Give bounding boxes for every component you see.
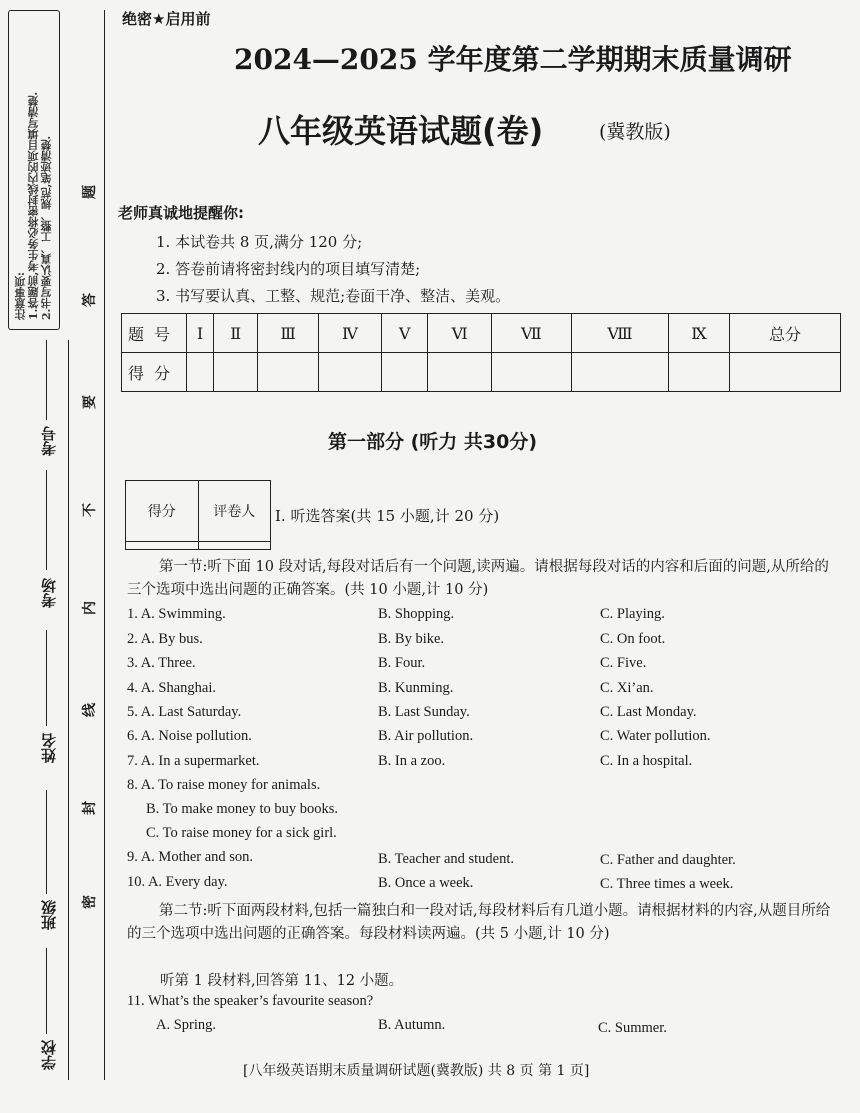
notice-text (14, 20, 53, 320)
q1-option-a: 1. A. Swimming. (127, 606, 226, 622)
q5-option-b: B. Last Sunday. (378, 704, 470, 720)
col-total: 总分 (730, 314, 841, 353)
reminder-heading: 老师真诚地提醒你: (118, 204, 244, 222)
col-1: Ⅰ (187, 314, 214, 353)
q10-option-b: B. Once a week. (378, 875, 474, 891)
q7-option-b: B. In a zoo. (378, 753, 446, 769)
q6-option-c: C. Water pollution. (600, 728, 711, 744)
q10-option-c: C. Three times a week. (600, 876, 734, 892)
grader-label: 评卷人 (198, 481, 271, 542)
q2-option-c: C. On foot. (600, 631, 666, 647)
field-school: 学校 (40, 1040, 58, 1070)
q4-option-b: B. Kunming. (378, 680, 454, 696)
q9-option-a: 9. A. Mother and son. (127, 849, 254, 865)
field-line-exam-number[interactable] (46, 340, 47, 420)
q3-option-c: C. Five. (600, 655, 647, 671)
seal-char-5: 内 (82, 601, 98, 615)
col-5: Ⅴ (381, 314, 428, 353)
col-8: Ⅷ (571, 314, 668, 353)
section1-intro: 第一节:听下面 10 段对话,每段对话后有一个问题,读两遍。请根据每段对话的内容和后面的问题,从所给的三个选项中选出问题的正确答案。(共 10 小题,计 10 分) (127, 559, 829, 598)
q11-option-b: B. Autumn. (378, 1017, 446, 1033)
grader-score-cell[interactable] (126, 542, 199, 550)
q11-option-c: C. Summer. (598, 1020, 667, 1036)
score-cell-total[interactable] (730, 353, 841, 392)
seal-char-7: 封 (82, 801, 98, 815)
material1-instruction: 听第 1 段材料,回答第 11、12 小题。 (160, 973, 404, 989)
field-exam-number: 考号 (40, 426, 58, 456)
part1-title: 第一部分 (听力 共30分) (328, 431, 538, 453)
q3-option-a: 3. A. Three. (127, 655, 196, 671)
score-table-header-row (122, 314, 841, 353)
page-footer: [八年级英语期末质量调研试题(冀教版) 共 8 页 第 1 页] (243, 1063, 590, 1079)
q5-option-c: C. Last Monday. (600, 704, 697, 720)
q7-option-a: 7. A. In a supermarket. (127, 753, 260, 769)
reminder-note-1: 1. 本试卷共 8 页,满分 120 分; (156, 233, 363, 251)
notice-title: 注意事项: (14, 271, 27, 320)
q2-option-a: 2. A. By bus. (127, 631, 203, 647)
q11-option-a: A. Spring. (156, 1017, 217, 1033)
q11-question: 11. What’s the speaker’s favourite season? (127, 993, 374, 1009)
field-line-school[interactable] (46, 948, 47, 1034)
secret-mark: 绝密★启用前 (122, 10, 211, 28)
score-cell[interactable] (381, 353, 428, 392)
field-line-exam-room[interactable] (46, 470, 47, 570)
col-3: Ⅲ (258, 314, 319, 353)
seal-char-2: 答 (82, 293, 98, 307)
edition-label: (冀教版) (599, 121, 671, 143)
score-cell[interactable] (187, 353, 214, 392)
section1-title: Ⅰ. 听选答案(共 15 小题,计 20 分) (275, 507, 500, 525)
score-table-score-row (122, 353, 841, 392)
grader-score-label: 得分 (126, 481, 199, 542)
field-name: 姓名 (40, 733, 58, 763)
col-4: Ⅳ (319, 314, 382, 353)
exam-title: 2024—2025 学年度第二学期期末质量调研 (234, 43, 792, 76)
score-cell[interactable] (428, 353, 491, 392)
seal-char-3: 要 (82, 395, 98, 409)
q6-option-a: 6. A. Noise pollution. (127, 728, 252, 744)
seal-char-6: 线 (82, 703, 98, 717)
col-2: Ⅱ (214, 314, 258, 353)
score-cell[interactable] (491, 353, 571, 392)
score-cell[interactable] (669, 353, 730, 392)
q4-option-a: 4. A. Shanghai. (127, 680, 217, 696)
col-9: Ⅸ (669, 314, 730, 353)
reminder-note-2: 2. 答卷前请将密封线内的项目填写清楚; (156, 260, 421, 278)
field-class: 班级 (40, 900, 58, 930)
col-7: Ⅶ (491, 314, 571, 353)
notice-line-1: 1.答题前,考生务必将密封线内的项目填写清楚. (27, 91, 40, 320)
score-cell[interactable] (571, 353, 668, 392)
reminder-note-3: 3. 书写要认真、工整、规范;卷面干净、整洁、美观。 (156, 287, 511, 305)
seal-char-4: 不 (82, 503, 98, 517)
score-cell[interactable] (214, 353, 258, 392)
q4-option-c: C. Xi’an. (600, 680, 654, 696)
seal-line-inner (104, 10, 105, 1080)
exam-subtitle: 八年级英语试题(卷) (258, 112, 544, 150)
grader-name-cell[interactable] (198, 542, 271, 550)
seal-line-outer (68, 340, 69, 1080)
q9-option-c: C. Father and daughter. (600, 852, 736, 868)
q1-option-c: C. Playing. (600, 606, 665, 622)
notice-line-2: 2.书写要认真、工整、规范,笔迹清楚. (40, 135, 53, 320)
score-cell[interactable] (319, 353, 382, 392)
field-line-name[interactable] (46, 630, 47, 726)
q3-option-b: B. Four. (378, 655, 426, 671)
q6-option-b: B. Air pollution. (378, 728, 474, 744)
col-6: Ⅵ (428, 314, 491, 353)
seal-char-1: 题 (82, 185, 98, 199)
seal-char-8: 密 (82, 895, 98, 909)
q1-option-b: B. Shopping. (378, 606, 455, 622)
field-line-class[interactable] (46, 790, 47, 894)
q8-option-b: B. To make money to buy books. (146, 801, 339, 817)
section1-part2-intro: 第二节:听下面两段材料,包括一篇独白和一段对话,每段材料后有几道小题。请根据材料的内容,从题目所给的三个选项中选出问题的正确答案。每段材料读两遍。(共 5 小题,计 10 分) (127, 903, 831, 942)
q10-option-a: 10. A. Every day. (127, 874, 228, 890)
grader-box (125, 480, 271, 550)
q2-option-b: B. By bike. (378, 631, 445, 647)
q8-option-a: 8. A. To raise money for animals. (127, 777, 321, 793)
score-row-label: 题号 (122, 314, 187, 353)
q7-option-c: C. In a hospital. (600, 753, 693, 769)
q9-option-b: B. Teacher and student. (378, 851, 515, 867)
q5-option-a: 5. A. Last Saturday. (127, 704, 242, 720)
score-cell[interactable] (258, 353, 319, 392)
score-row-score-label: 得分 (122, 353, 187, 392)
field-exam-room: 考场 (40, 578, 58, 608)
q8-option-c: C. To raise money for a sick girl. (146, 825, 337, 841)
score-table (121, 313, 841, 392)
